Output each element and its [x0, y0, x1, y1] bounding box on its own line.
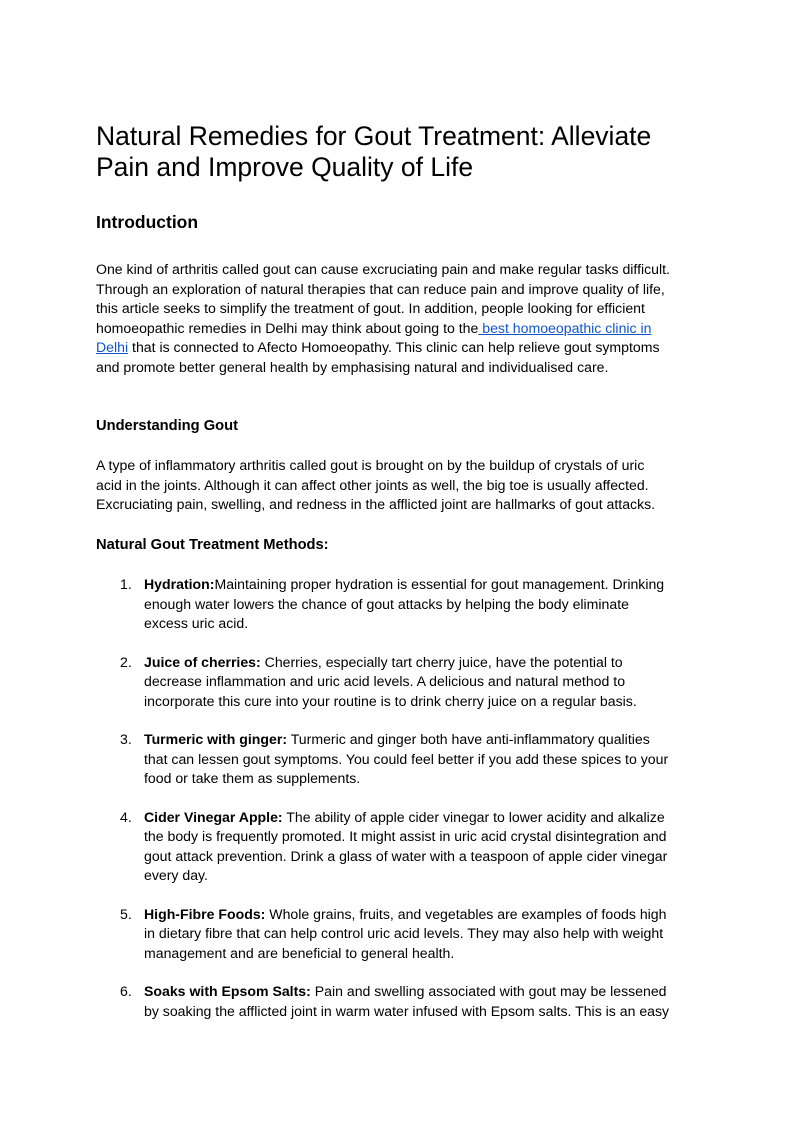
title-line-2: Pain and Improve Quality of Life: [96, 152, 474, 182]
understanding-line-1: A type of inflammatory arthritis called gout is brought on by the buildup of crystals of uric: [96, 457, 645, 473]
intro-line-3: this article seeks to simplify the treatment of gout. In addition, people looking for efficient: [96, 300, 645, 316]
list-item-line: the body is frequently promoted. It might assist in uric acid crystal disintegration and: [144, 828, 667, 844]
intro-line-5: [96, 338, 698, 358]
list-number: 6.: [120, 983, 132, 999]
intro-line-6: and promote better general health by emphasising natural and individualised care.: [96, 358, 609, 375]
list-number: 1.: [120, 576, 132, 592]
understanding-line-3: Excruciating pain, swelling, and redness in the afflicted joint are hallmarks of gout attacks.: [96, 496, 656, 512]
list-item-line: excess uric acid.: [144, 615, 249, 631]
list-item-term: Turmeric with ginger:: [144, 731, 288, 747]
understanding-line-2: acid in the joints. Although it can affect other joints as well, the big toe is usually affected.: [96, 476, 649, 493]
list-item-text: Maintaining proper hydration is essential for gout management. Drinking: [214, 576, 665, 592]
list-item-text: Pain and swelling associated with gout may be lessened: [310, 983, 667, 999]
title-line-1: Natural Remedies for Gout Treatment: Alleviate: [96, 121, 652, 151]
list-item-line: incorporate this cure into your routine is to drink cherry juice on a regular basis.: [144, 692, 637, 709]
intro-line-1: One kind of arthritis called gout can cause excruciating pain and make regular tasks difficult.: [96, 261, 670, 277]
list-item-text: Turmeric and ginger both have anti-inflammatory qualities: [287, 731, 650, 747]
intro-heading: Introduction: [96, 212, 199, 232]
list-item-line: food or take them as supplements.: [144, 770, 361, 786]
list-item-line: decrease inflammation and uric acid levels. A delicious and natural method to: [144, 673, 626, 689]
list-number: 5.: [120, 905, 132, 922]
intro-paragraph: [96, 260, 698, 377]
list-item-term: High-Fibre Foods:: [144, 905, 266, 922]
list-number: 3.: [120, 731, 132, 747]
list-item-line: gout attack prevention. Drink a glass of water with a teaspoon of apple cider vinegar: [144, 847, 668, 864]
list-item-line: in dietary fibre that can help control uric acid levels. They may also help with weight: [144, 925, 664, 941]
intro-line-4: [96, 319, 698, 339]
understanding-paragraph: [96, 456, 698, 515]
list-item-term: Cider Vinegar Apple:: [144, 808, 283, 825]
intro-line-5-text: that is connected to Afecto Homoeopathy. This clinic can help relieve gout symptoms: [128, 339, 660, 355]
list-number: 4.: [120, 808, 132, 825]
methods-heading: Natural Gout Treatment Methods:: [96, 537, 329, 553]
list-item-line: by soaking the afflicted joint in warm water infused with Epsom salts. This is an easy: [144, 1002, 670, 1019]
list-item-line: every day.: [144, 867, 208, 883]
list-item-term: Hydration:: [144, 576, 215, 592]
list-item-text: The ability of apple cider vinegar to lower acidity and alkalize: [282, 808, 665, 825]
list-item-line: that can lessen gout symptoms. You could feel better if you add these spices to your: [144, 750, 669, 767]
list-item-text: Cherries, especially tart cherry juice, have the potential to: [260, 653, 623, 670]
list-item-text: Whole grains, fruits, and vegetables are examples of foods high: [265, 905, 667, 922]
list-number: 2.: [120, 653, 132, 670]
intro-line-2: Through an exploration of natural therapies that can reduce pain and improve quality of life,: [96, 280, 665, 297]
list-item-term: Juice of cherries:: [144, 653, 261, 670]
clinic-link-part-1[interactable]: best homoeopathic clinic in: [478, 319, 652, 336]
list-item-line: management and are beneficial to general health.: [144, 944, 455, 961]
page-title: [96, 121, 698, 183]
list-item-term: Soaks with Epsom Salts:: [144, 983, 311, 999]
clinic-link-part-2[interactable]: Delhi: [96, 339, 129, 355]
list-item-line: enough water lowers the chance of gout attacks by helping the body eliminate: [144, 595, 629, 612]
intro-line-4-text: homoeopathic remedies in Delhi may think about going to the: [96, 319, 479, 336]
understanding-heading: Understanding Gout: [96, 418, 238, 434]
